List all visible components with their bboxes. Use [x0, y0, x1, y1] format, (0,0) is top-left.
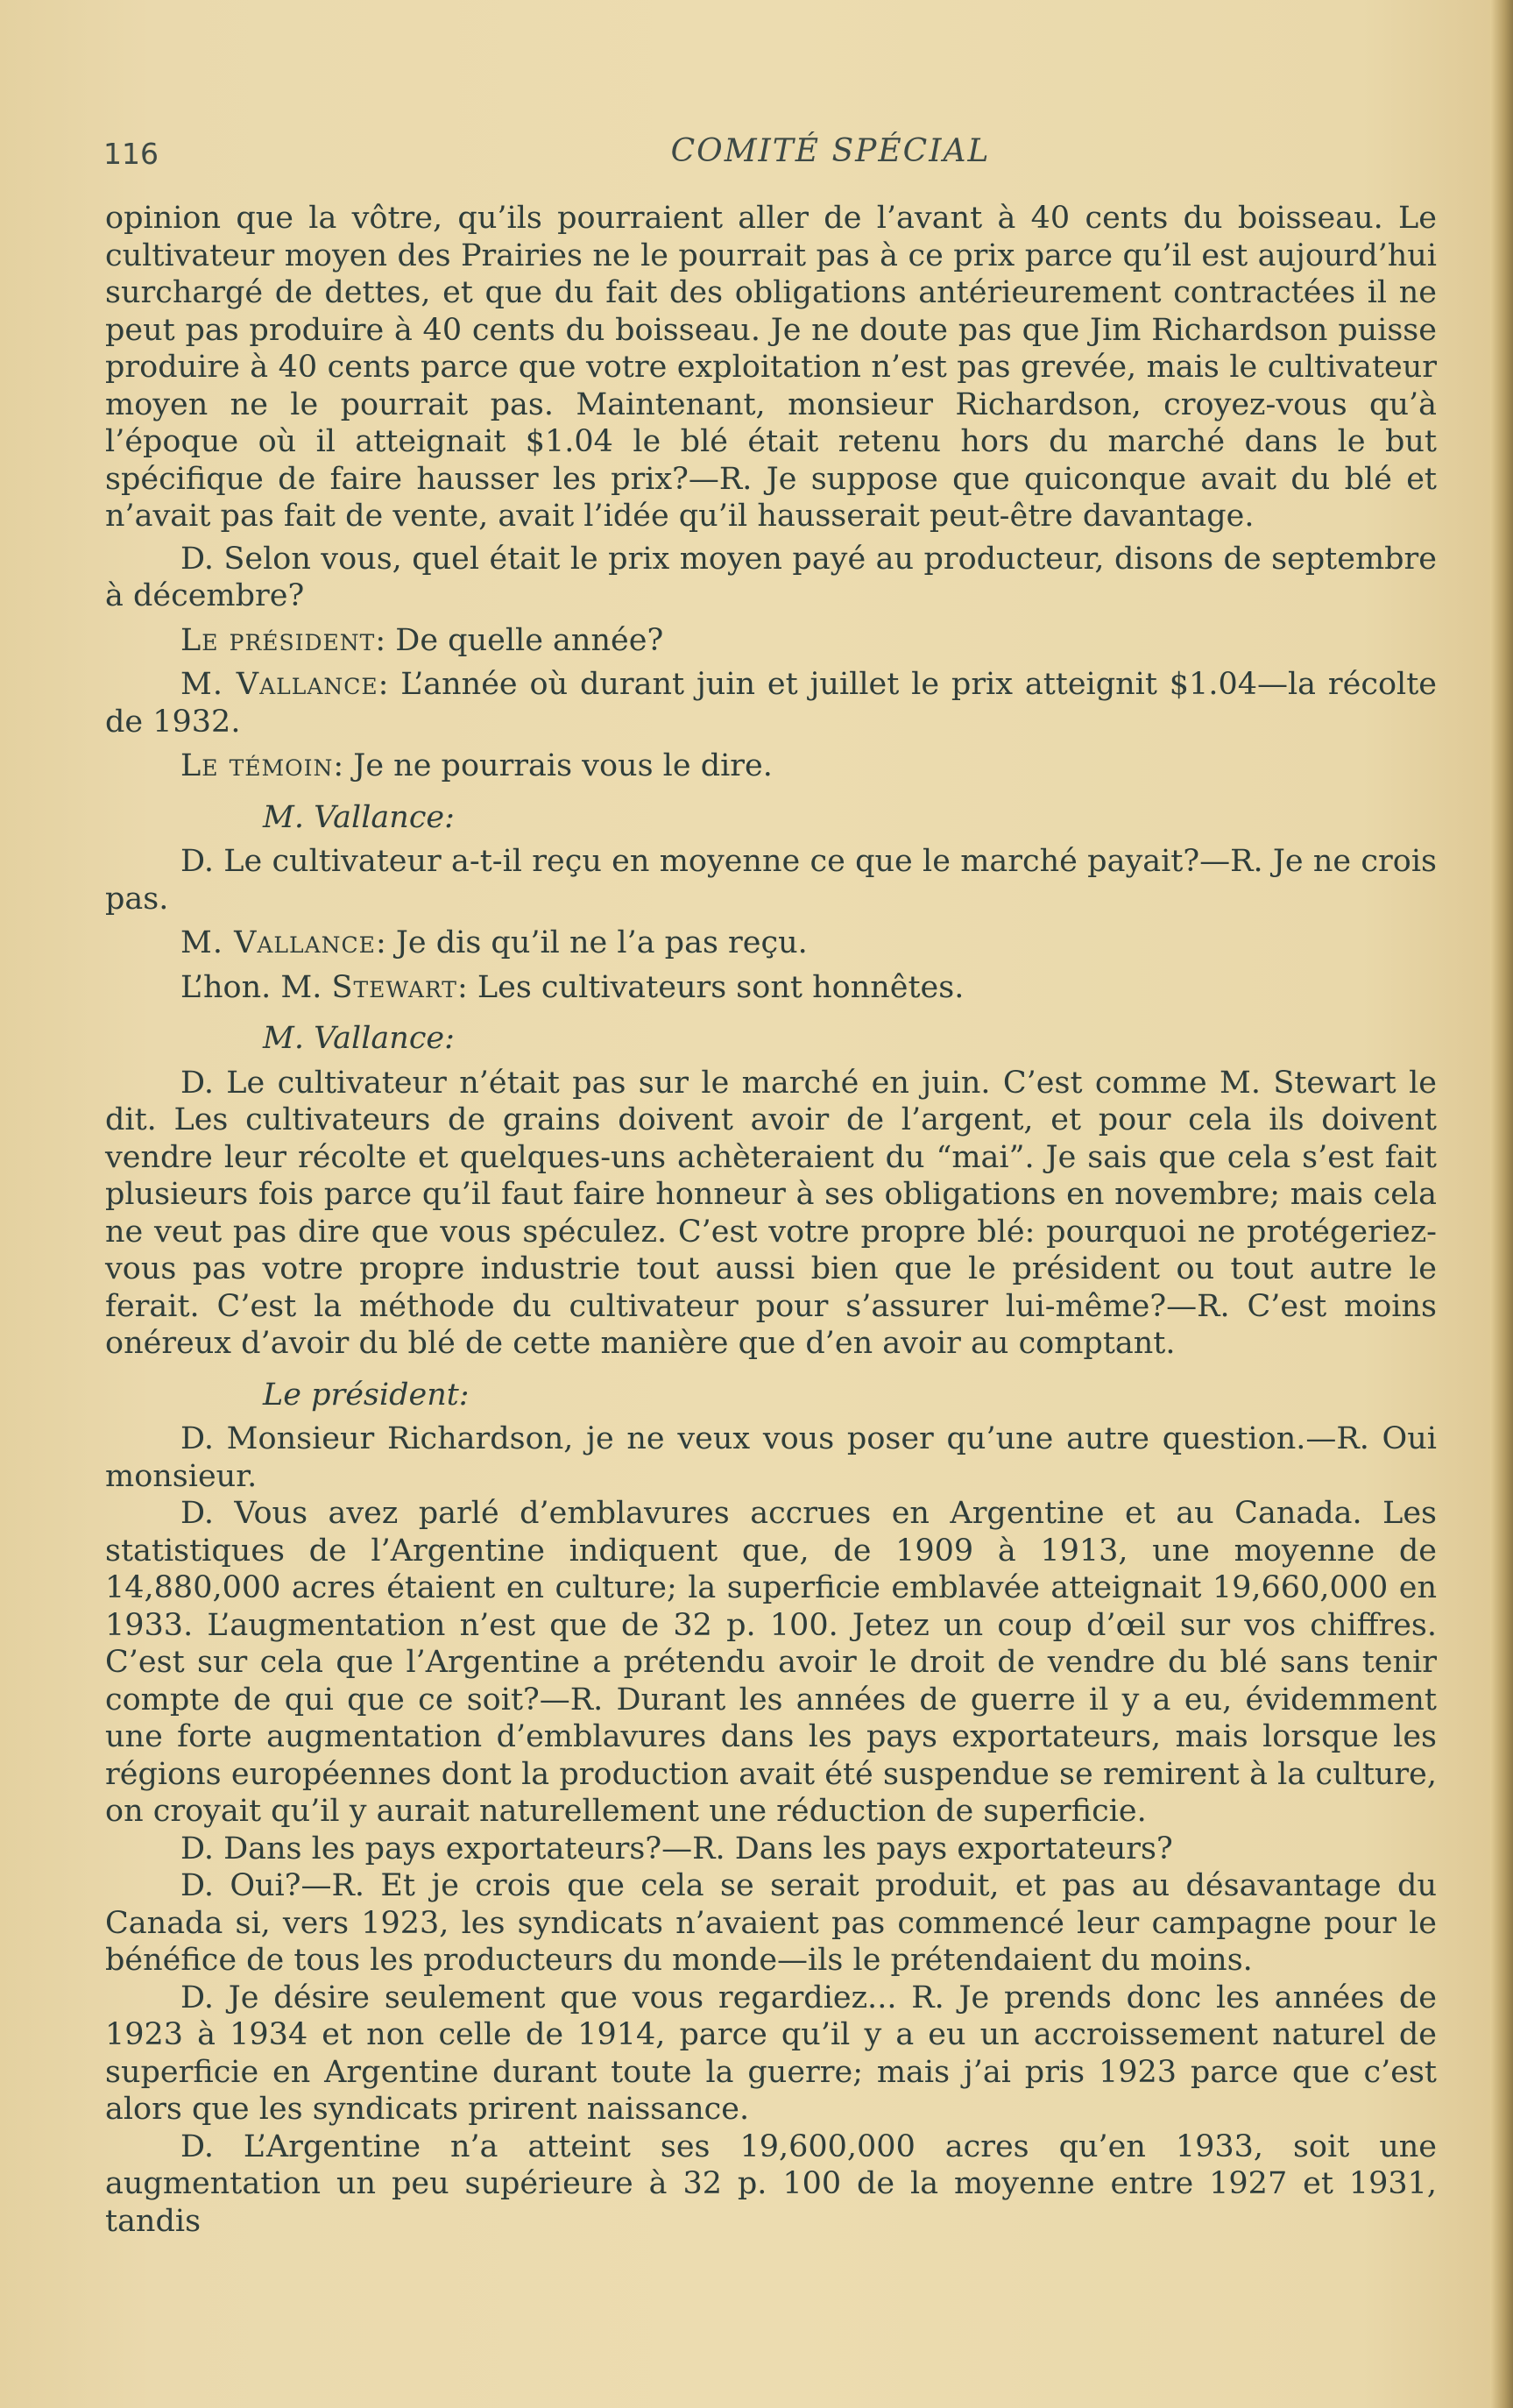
paragraph: D. Oui?—R. Et je crois que cela se serait produit, et pas au désavantage du Canada si, vers 1923, les syndicats n’avaient pas commencé leur campagne pour le bénéfice de tous les producteurs du monde—ils le prétendaient du moins. — [105, 1868, 1437, 1978]
paragraph: opinion que la vôtre, qu’ils pourraient aller de l’avant à 40 cents du boisseau. Le cultivateur moyen des Prairies ne le pourrait pas à ce prix parce qu’il est aujourd’hui surchargé de dettes, et que du fait des obligations antérieurement contractées il ne peut pas produire à 40 cents du boisseau. Je ne doute pas que Jim Richardson puisse produire à 40 cents parce que votre exploitation n’est pas grevée, mais le cultivateur moyen ne le pourrait pas. Maintenant, monsieur Richardson, croyez-vous qu’à l’époque où il atteignait $1.04 le blé était retenu hors du marché dans le but spécifique de faire hausser les prix?—R. Je suppose que quiconque avait du blé et n’avait pas fait de vente, avait l’idée qu’il hausserait peut-être davantage. — [105, 201, 1437, 534]
speaker-prefix: L’hon. M. — [180, 969, 322, 1005]
paragraph: D. Le cultivateur n’était pas sur le marché en juin. C’est comme M. Stewart le dit. Les cultivateurs de grains doivent avoir de l’argent, et pour cela ils doivent vendre leur récolte et quelques-uns achèteraient du “mai”. Je sais que cela s’est fait plusieurs fois parce qu’il faut faire honneur à ses obligations en novembre; mais cela ne veut pas dire que vous spéculez. C’est votre propre blé: pourquoi ne protégeriez-vous pas votre propre industrie tout aussi bien que le président ou tout autre le ferait. C’est la méthode du cultivateur pour s’assurer lui-même?—R. C’est moins onéreux d’avoir du blé de cette manière que d’en avoir au comptant. — [105, 1065, 1437, 1361]
exchange-text: : L’année où durant juin et juillet le prix atteignit $1.04—la récolte de 1932. — [105, 667, 1437, 740]
section-heading: M. Vallance: — [263, 799, 455, 835]
exchange-line — [105, 622, 1437, 660]
speaker-name: M. Vallance — [180, 925, 376, 960]
exchange-text: : Je ne pourrais vous le dire. — [333, 748, 773, 783]
exchange-line — [105, 924, 1437, 962]
paragraph: D. Selon vous, quel était le prix moyen payé au producteur, disons de septembre à décembre? — [105, 541, 1437, 613]
exchange-line — [105, 666, 1437, 740]
paragraph: D. L’Argentine n’a atteint ses 19,600,000 acres qu’en 1933, soit une augmentation un peu supérieure à 32 p. 100 de la moyenne entre 1927 et 1931, tandis — [105, 2128, 1437, 2239]
section-heading: M. Vallance: — [263, 1021, 455, 1056]
speaker-name: Le témoin — [180, 748, 334, 783]
body-text — [105, 200, 1437, 2240]
exchange-line — [105, 747, 1437, 785]
paragraph: D. Dans les pays exportateurs?—R. Dans les pays exportateurs? — [180, 1831, 1173, 1866]
exchange-text: : Je dis qu’il ne l’a pas reçu. — [375, 925, 808, 960]
paragraph: D. Vous avez parlé d’emblavures accrues en Argentine et au Canada. Les statistiques de l’Argentine indiquent que, de 1909 à 1913, une moyenne de 14,880,000 acres étaient en culture; la superficie emblavée atteignait 19,660,000 en 1933. L’augmentation n’est que de 32 p. 100. Jetez un coup d’œil sur vos chiffres. C’est sur cela que l’Argentine a prétendu avoir le droit de vendre du blé sans tenir compte de qui que ce soit?—R. Durant les années de guerre il y a eu, évidemment une forte augmentation d’emblavures dans les pays exportateurs, mais lorsque les régions européennes dont la production avait été suspendue se remirent à la culture, on croyait qu’il y aurait naturellement une réduction de superficie. — [105, 1496, 1437, 1829]
speaker-name: M. Vallance — [180, 667, 378, 702]
running-title: COMITÉ SPÉCIAL — [670, 133, 991, 169]
page-number: 116 — [103, 137, 159, 171]
paragraph: D. Je désire seulement que vous regardiez... R. Je prends donc les années de 1923 à 1934 et non celle de 1914, parce qu’il y a eu un accroissement naturel de superficie en Argentine durant toute la guerre; mais j’ai pris 1923 parce que c’est alors que les syndicats prirent naissance. — [105, 1980, 1437, 2127]
paragraph: D. Monsieur Richardson, je ne veux vous poser qu’une autre question.—R. Oui monsieur. — [105, 1421, 1437, 1494]
running-header — [103, 133, 1453, 179]
page-edge — [1490, 0, 1513, 2408]
speaker-name: Stewart — [331, 969, 457, 1005]
paragraph: D. Le cultivateur a-t-il reçu en moyenne ce que le marché payait?—R. Je ne crois pas. — [105, 844, 1437, 917]
speaker-name: Le président — [180, 622, 376, 658]
section-heading: Le président: — [263, 1377, 470, 1413]
exchange-text: : De quelle année? — [375, 622, 664, 658]
exchange-text: : Les cultivateurs sont honnêtes. — [456, 969, 965, 1005]
exchange-line — [105, 969, 1437, 1007]
